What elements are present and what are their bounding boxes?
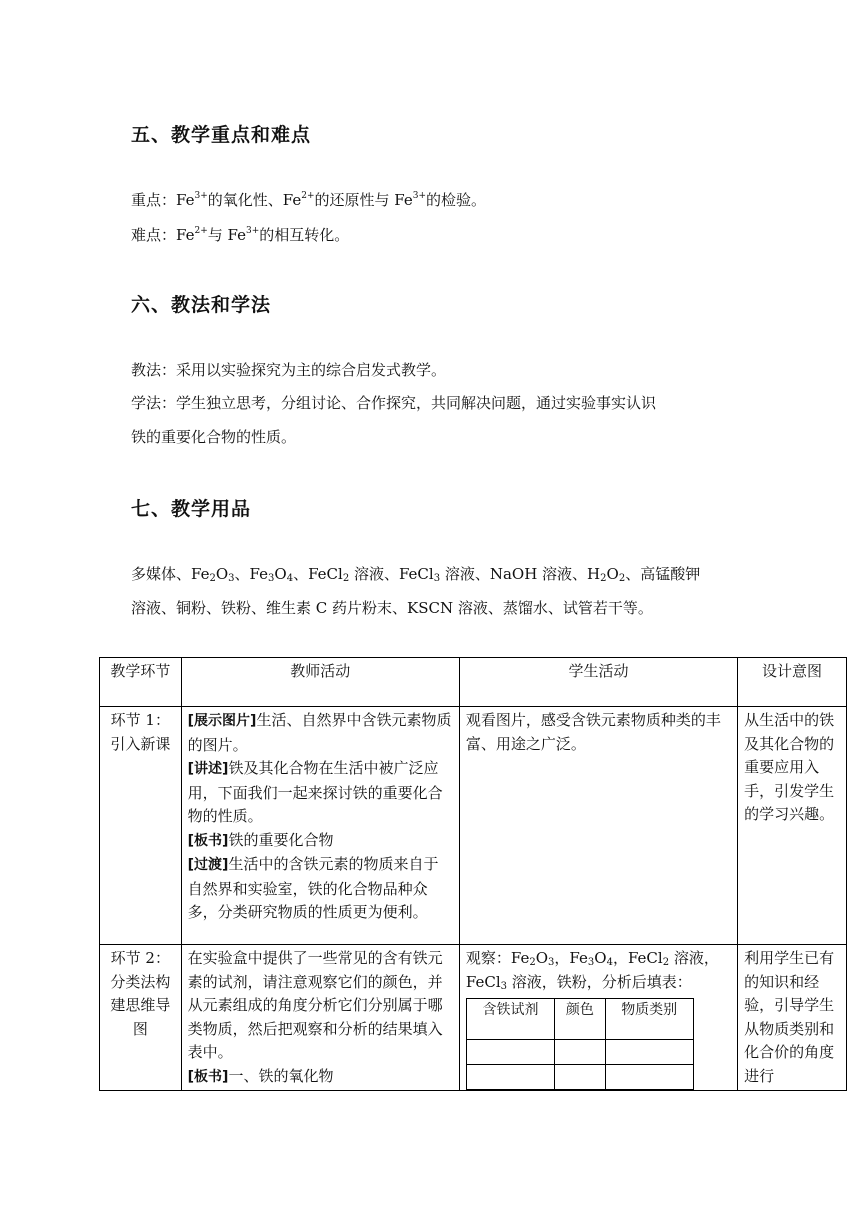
teaching-method-line: 教法：采用以实验探究为主的综合启发式教学。 xyxy=(131,361,447,379)
reagent-fill-table xyxy=(466,998,694,1090)
inner-cell xyxy=(555,1065,605,1090)
row2-student xyxy=(459,945,737,1091)
materials-line-1: 多媒体、$Fe_2O_3$、$Fe_3O_4$、FeCl$_2$ 溶液、FeCl$_3$ 溶液、NaOH 溶液、$H_2O_2$、高锰酸钾 xyxy=(131,565,701,584)
header-stage: 教学环节 xyxy=(100,658,182,707)
row2-teacher: 在实验盒中提供了一些常见的含有铁元素的试剂，请注意观察它们的颜色，并从元素组成的角度分析它们分别属于哪类物质，然后把观察和分析的结果填入表中。 [板书]一、铁的氧化物 xyxy=(181,945,459,1091)
learning-method-line-1: 学法：学生独立思考，分组讨论、合作探究，共同解决问题，通过实验事实认识 xyxy=(131,394,657,412)
inner-cell xyxy=(605,1065,693,1090)
inner-cell xyxy=(466,1040,554,1065)
header-intent: 设计意图 xyxy=(738,658,847,707)
inner-cell xyxy=(605,1040,693,1065)
inner-header-reagent: 含铁试剂 xyxy=(466,999,554,1040)
table-row xyxy=(100,707,847,945)
key-points-line: 重点：$Fe^{3+}$的氧化性、$Fe^{2+}$的还原性与 $Fe^{3+}$的检验。 xyxy=(131,191,487,209)
learning-method-line-2: 铁的重要化合物的性质。 xyxy=(131,428,297,446)
header-student: 学生活动 xyxy=(459,658,737,707)
lesson-plan-table xyxy=(99,657,847,1091)
row2-student-text: 观察：$Fe_2O_3$，$Fe_3O_4$，FeCl$_2$ 溶液， FeCl$_3$ 溶液，铁粉，分析后填表： xyxy=(465,949,719,992)
row2-stage: 环节 2：分类法构建思维导图 xyxy=(100,945,182,1091)
header-teacher: 教师活动 xyxy=(181,658,459,707)
inner-cell xyxy=(466,1065,554,1090)
table-header-row xyxy=(100,658,847,707)
row2-intent: 利用学生已有的知识和经验，引导学生从物质类别和化合价的角度进行 xyxy=(738,945,847,1091)
section-7-title: 七、教学用品 xyxy=(131,498,252,520)
materials-line-2: 溶液、铜粉、铁粉、维生素 C 药片粉末、KSCN 溶液、蒸馏水、试管若干等。 xyxy=(131,599,653,617)
inner-header-color: 颜色 xyxy=(555,999,605,1040)
section-5-title: 五、教学重点和难点 xyxy=(131,124,312,146)
row1-stage: 环节 1：引入新课 xyxy=(100,707,182,945)
inner-cell xyxy=(555,1040,605,1065)
row1-intent: 从生活中的铁及其化合物的重要应用入手，引发学生的学习兴趣。 xyxy=(738,707,847,945)
inner-header-category: 物质类别 xyxy=(605,999,693,1040)
difficult-points-line: 难点：$Fe^{2+}$与 $Fe^{3+}$的相互转化。 xyxy=(131,226,350,244)
section-6-title: 六、教法和学法 xyxy=(131,294,272,316)
row1-teacher: [展示图片]生活、自然界中含铁元素物质的图片。 [讲述]铁及其化合物在生活中被广泛应用，下面我们一起来探讨铁的重要化合物的性质。 [板书]铁的重要化合物 [过渡]生活中的含铁元素的物质来自于自然界和实验室，铁的化合物品种众多，分类研究物质的性质更为便利。 xyxy=(181,707,459,945)
row1-student: 观看图片，感受含铁元素物质种类的丰富、用途之广泛。 xyxy=(459,707,737,945)
table-row xyxy=(100,945,847,1091)
